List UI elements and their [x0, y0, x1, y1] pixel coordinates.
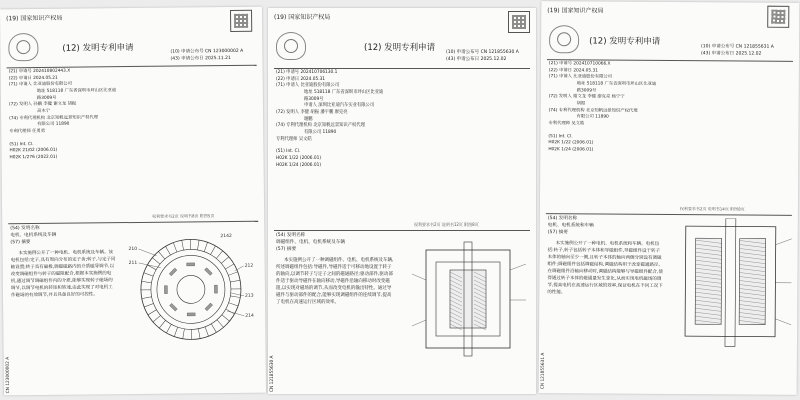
- applicant-2: 申请人 深圳比亚迪汽车实业有限公司: [304, 103, 375, 109]
- stator-slot-line: [230, 280, 240, 282]
- publication-date: (43) 申请公布日 2025.12.02: [700, 50, 762, 57]
- publication-type: (12) 发明专利申请: [62, 42, 134, 54]
- patent-agency: (74) 专利代理机构 北京知帆远景知识产权代理: [9, 114, 99, 121]
- stator-slot-line: [205, 327, 209, 336]
- rotor-magnet: [214, 285, 217, 293]
- stator-slot-line: [144, 303, 153, 307]
- stator-slot-line: [182, 240, 184, 250]
- inventors-line-2: 高木宁: [37, 108, 50, 114]
- bibliographic-data: [276, 70, 402, 169]
- stator-slot-line: [144, 273, 153, 277]
- inventors: (72) 发明人 李健 胡振 潘宇鹏 廖克亮: [276, 109, 348, 115]
- address-line-2: 路3009号: [304, 96, 324, 102]
- fig-label: 210: [128, 246, 138, 253]
- title-block: [10, 225, 56, 247]
- invention-title: 电机、电机系统及车辆: [10, 232, 57, 239]
- applicant: (71) 申请人 比亚迪股份有限公司: [276, 83, 340, 89]
- inventors: (72) 发明人 孙鹏 李健 谢文龙 胡振: [8, 101, 77, 108]
- ipc-code-2: H02K 1/276 (2022.01): [9, 154, 58, 161]
- inventors-line-2: 胡振: [576, 101, 586, 107]
- ipc-heading: (51) Int. Cl.: [276, 149, 301, 155]
- qr-code: [508, 11, 530, 33]
- ipc-heading: (51) Int. Cl.: [9, 141, 34, 147]
- mid-rule: [8, 221, 258, 225]
- applicant: (71) 申请人 比亚迪股份有限公司: [8, 81, 72, 88]
- stator-slot-line: [147, 265, 156, 270]
- stator-slot-line: [174, 327, 178, 336]
- page-count-info: 权利要求书2页 说明书14页 附图8页: [679, 206, 745, 212]
- title-block: [276, 232, 345, 253]
- abstract-text: 本实施例公开了一种电机、电机系统及车辆。该电机包括:定子,具有周向分布的定子齿;转子,与定子同轴设置;转子具有磁极,调磁磁路内的介质磁导调节,以改变调磁组件与转子的磁阻配合,根据本实施例的电机,通过调节调磁组件内的介质,能够实现转子磁场的调节,以调节电机的转矩和转速,由此实现了对电机工作磁场的有效调节,并且具备良好的可控性。: [10, 250, 116, 299]
- publication-info: [446, 50, 536, 63]
- leader-line: [510, 264, 526, 270]
- side-publication-number: CN 121855631 A: [540, 352, 546, 390]
- publication-type: (12) 发明专利申请: [589, 36, 661, 47]
- publication-date: (43) 申请公布日 2025.12.02: [446, 56, 507, 62]
- ipc-code-2: H02K 1/24 (2006.01): [276, 162, 322, 168]
- stator-slot-line: [217, 320, 224, 328]
- patent-agent: 专利代理师 吴文皓: [276, 136, 312, 142]
- fig-label: 214: [245, 313, 254, 319]
- qr-code: [230, 10, 252, 32]
- motor-axial-section-drawing: [408, 240, 532, 360]
- invention-title: 调磁组件、电机、电机系统及车辆: [276, 240, 345, 246]
- publication-date: (43) 申请公布日 2025.11.21: [170, 55, 231, 62]
- stator-slot-line: [197, 240, 199, 250]
- stator-slot-line: [229, 303, 238, 307]
- stator-slot-line: [165, 246, 170, 255]
- fig-label: 211: [128, 260, 138, 267]
- stator-slot-line: [173, 243, 177, 252]
- header-rule: [274, 68, 530, 69]
- rotor-magnet: [169, 268, 177, 276]
- patent-agent: 专利代理师 任勇勇: [9, 128, 46, 135]
- stator-slot-line: [159, 320, 166, 328]
- patent-agency: (74) 专利代理机构 北京知帆远景知识产权代理: [548, 107, 638, 114]
- stator-slot-line: [152, 258, 160, 265]
- inventors: (72) 发明人 谢文龙 李健 廖克亮 杨宁宁: [548, 94, 625, 100]
- abstract-label: (57) 摘要: [547, 230, 568, 236]
- office-name: (19) 国家知识产权局: [6, 14, 63, 23]
- stator-slot-line: [221, 257, 229, 264]
- stator-slot-line: [211, 324, 216, 333]
- patent-page-1: [0, 7, 266, 396]
- abstract-label: (57) 摘要: [276, 247, 297, 253]
- inventors-line-2: 谢鹏: [304, 116, 313, 122]
- address: 地址 518118 广东省深圳市坪山区比亚迪: [36, 88, 117, 94]
- shaft-ring: [177, 275, 205, 303]
- side-publication-number: CN 121855630 A: [270, 355, 275, 392]
- stator-slot-line: [183, 329, 185, 339]
- address: 地址 518118 广东省深圳市坪山区比亚迪: [304, 89, 384, 95]
- patent-agent: 专利代理师 吴文皓: [548, 121, 585, 127]
- application-date: (22) 申请日 2024.05.21: [8, 75, 58, 81]
- stator-slot-line: [158, 251, 165, 259]
- title-label: (54) 发明名称: [547, 216, 578, 222]
- rotor-magnet: [187, 263, 195, 266]
- rotor-magnet: [164, 286, 167, 294]
- publication-type: (12) 发明专利申请: [364, 43, 436, 53]
- stator-slot-line: [142, 297, 152, 299]
- address-line-2: 路3009号: [576, 87, 597, 94]
- application-number: (21) 申请号 202410706130.1: [276, 70, 338, 75]
- fig-label: 213: [244, 293, 254, 299]
- address-line-2: 路3009号: [36, 95, 57, 101]
- motor-rotor-section-drawing: [671, 218, 794, 349]
- stator-slot-line: [142, 281, 152, 283]
- application-number: (21) 申请号 202410802443.X: [8, 68, 71, 75]
- ipc-code-1: H02K 1/22 (2006.01): [548, 140, 594, 146]
- publication-info: [170, 49, 262, 63]
- page-count-info: 权利要求书2页 说明书8页 附图5页: [152, 213, 215, 219]
- patent-agency: (74) 专利代理机构 北京知帆远景知识产权代理: [276, 123, 365, 129]
- ipc-code-1: H02K 1/22 (2006.01): [276, 155, 322, 161]
- fig-label: 212: [244, 263, 254, 269]
- publication-number: (10) 申请公布号 CN 123000002 A: [170, 48, 244, 55]
- magnetic-module-left: [695, 238, 722, 324]
- rotor-magnet: [187, 313, 195, 316]
- leader-line: [412, 274, 426, 280]
- publication-number: (10) 申请公布号 CN 121855631 A: [701, 44, 774, 50]
- patent-agency-line-2: 有限公司 11890: [37, 121, 70, 128]
- leader-line: [776, 239, 792, 245]
- side-publication-number: CN 123000002 A: [5, 356, 12, 394]
- stator-outer-ring: [140, 239, 241, 340]
- abstract-label: (57) 摘要: [10, 240, 31, 246]
- patent-page-2: [268, 8, 536, 394]
- application-date: (22) 申请日 2024.05.31: [276, 76, 326, 82]
- abstract-text: 本实施例公开了一种调磁组件、电机、电机系统及车辆,所述调磁组件包括:导磁件,导磁件适于可移动地设置于转子的轴向,以调节转子与定子之间的磁通路径;驱动部件,驱动部件适于驱动导磁件在轴向移动,导磁件沿轴向移动时改变磁阻,以实现对磁场的调节,从而改变电机的输出特性。通过导磁件与驱动部件的配合,能够实现调磁组件的连续调节,提高了电机在高速运行区域的效率。: [276, 258, 394, 305]
- stator-slot-line: [210, 246, 215, 255]
- publication-info: [701, 44, 793, 58]
- stator-slot-line: [148, 310, 157, 315]
- stator-slot-line: [230, 296, 240, 298]
- stator-slot-line: [153, 315, 161, 322]
- applicant: (71) 申请人 比亚迪股份有限公司: [548, 74, 612, 80]
- application-number: (21) 申请号 202410710066.X: [548, 61, 611, 67]
- leader-line: [412, 320, 426, 326]
- address: 地址 518118 广东省深圳市坪山区比亚迪: [576, 81, 657, 87]
- qr-code: [767, 6, 789, 28]
- leader-line: [231, 293, 244, 296]
- office-name: (19) 国家知识产权局: [547, 7, 604, 15]
- stator-slot-line: [204, 242, 208, 251]
- ipc-heading: (51) Int. Cl.: [548, 133, 573, 139]
- motor-cross-section-drawing: [126, 227, 261, 352]
- publication-number: (10) 申请公布号 CN 121855630 A: [446, 50, 519, 55]
- mid-rule: [274, 230, 530, 231]
- magnetic-module-right: [739, 238, 766, 324]
- stator-slot-line: [225, 264, 234, 269]
- title-label: (54) 发明名称: [10, 225, 40, 232]
- shaft: [725, 218, 736, 346]
- stator-slot-line: [198, 329, 200, 339]
- bibliographic-data: [9, 68, 136, 162]
- cnipa-logo: [276, 32, 306, 60]
- stator-slot-line: [166, 324, 171, 333]
- bibliographic-data: [548, 61, 675, 154]
- rotor-magnet: [205, 268, 213, 276]
- application-date: (22) 申请日 2024.05.31: [548, 67, 598, 74]
- rotor-magnet: [170, 303, 178, 311]
- leader-line: [775, 319, 791, 325]
- stator-inner-ring: [151, 249, 232, 330]
- cnipa-logo: [549, 25, 579, 53]
- rotor-magnet: [205, 303, 213, 311]
- ipc-code-2: H02K 1/24 (2006.01): [548, 147, 594, 153]
- leader-line: [139, 263, 161, 268]
- patent-agency-line-2: 有限公司 11890: [576, 114, 609, 120]
- stator-slot-line: [216, 251, 223, 259]
- page-count-info: 权利要求书2页 说明书12页 附图8页: [414, 222, 479, 227]
- patent-page-3: [539, 1, 800, 395]
- invention-title: 电机、电机系统和车辆: [547, 223, 594, 229]
- title-block: [548, 215, 594, 237]
- stator-slot-line: [228, 272, 237, 276]
- rotor-magnets: [164, 263, 218, 317]
- ipc-code-1: H02K 21/02 (2006.01): [9, 148, 58, 154]
- abstract-text: 本实施例公开了一种电机、电机系统和车辆。电机包括:转子,转子包括转子本体和导磁组件,导磁组件设于转子本体的轴向至少一侧,且转子本体的轴向两侧分别设有调磁组件;调磁组件包括调磁结构,调磁结构用于改变磁通路径,在调磁组件沿轴向移动时,调磁结构能够与导磁组件配合,使得通过转子本体的磁通量发生变化,从而实现电机磁场的调节,提高电机在高速运行区域的效率,保证电机在不同工况下的性能。: [547, 241, 663, 296]
- office-name: (19) 国家知识产权局: [274, 14, 331, 21]
- leader-line: [139, 249, 157, 256]
- title-label: (54) 发明名称: [276, 233, 306, 238]
- stator-slot-line: [226, 309, 235, 314]
- cnipa-logo: [8, 33, 38, 61]
- fig-label: 2142: [220, 233, 232, 240]
- stator-slot-line: [222, 315, 230, 322]
- patent-agency-line-2: 有限公司 11890: [304, 129, 337, 135]
